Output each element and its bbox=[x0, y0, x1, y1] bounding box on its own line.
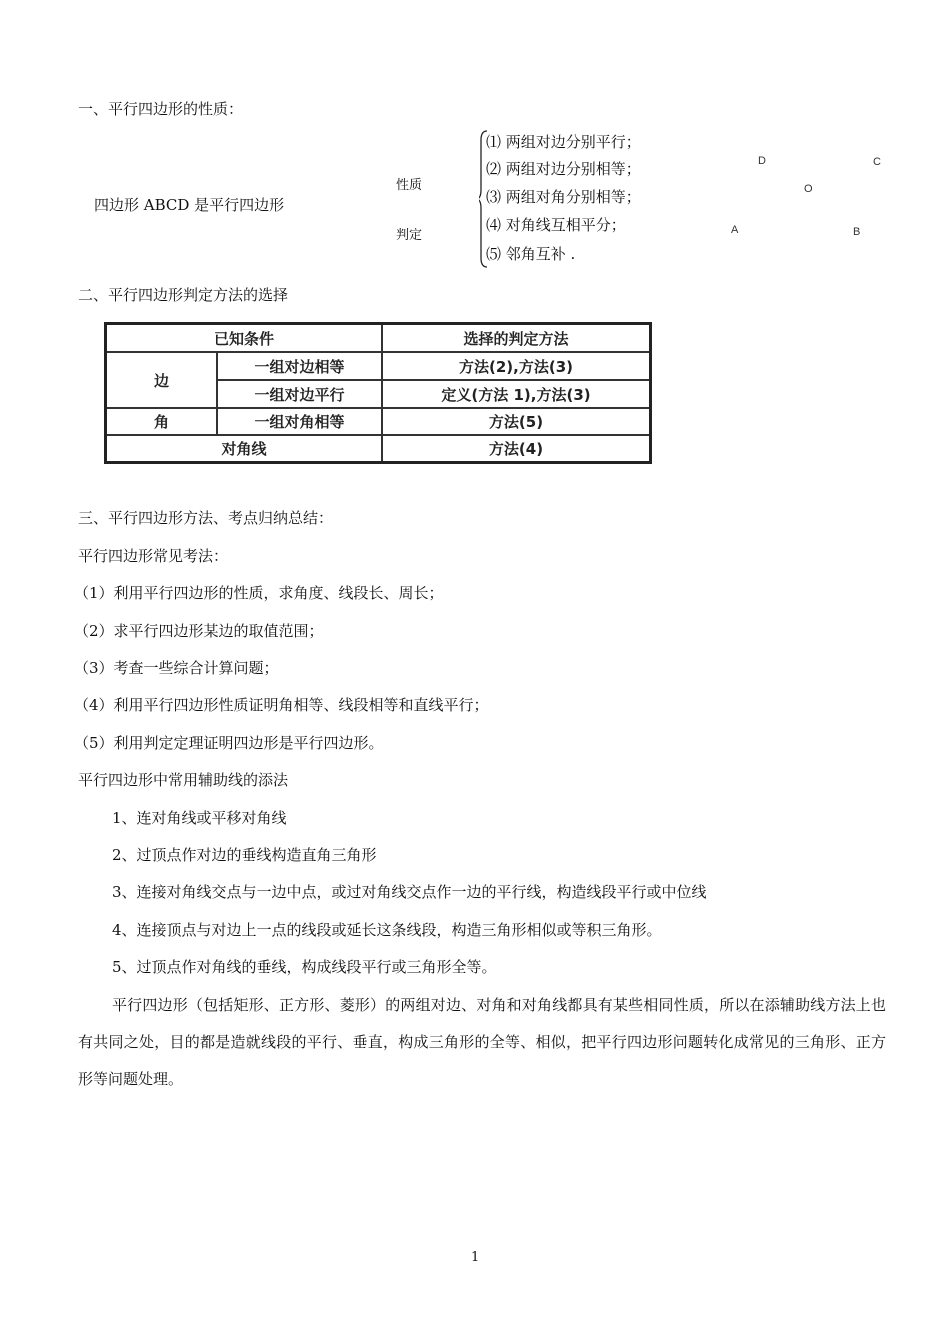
aux-item-4: 4、连接顶点与对边上一点的线段或延长这条线段，构造三角形相似或等积三角形。 bbox=[112, 921, 662, 939]
point-label-o: O bbox=[804, 183, 813, 195]
exam-item-2: （2）求平行四边形某边的取值范围； bbox=[74, 622, 324, 640]
table-row2-condition: 一组对边平行 bbox=[254, 385, 345, 404]
exam-item-1: （1）利用平行四边形的性质，求角度、线段长、周长； bbox=[74, 584, 444, 602]
property-item-4: ⑷ 对角线互相平分； bbox=[486, 216, 626, 234]
exam-item-4: （4）利用平行四边形性质证明角相等、线段相等和直线平行； bbox=[74, 696, 489, 714]
table-row3-condition: 一组对角相等 bbox=[254, 413, 345, 431]
property-item-2: ⑵ 两组对边分别相等； bbox=[486, 160, 641, 178]
property-item-3: ⑶ 两组对角分别相等； bbox=[486, 188, 641, 206]
section2-heading: 二、平行四边形判定方法的选择 bbox=[78, 286, 289, 304]
table-row2-method: 定义(方法 1),方法(3) bbox=[441, 385, 591, 404]
property-item-1: ⑴ 两组对边分别平行； bbox=[486, 133, 641, 151]
aux-item-5: 5、过顶点作对角线的垂线，构成线段平行或三角形全等。 bbox=[112, 958, 497, 976]
page-number: 1 bbox=[471, 1250, 480, 1265]
summary-paragraph: 平行四边形（包括矩形、正方形、菱形）的两组对边、对角和对角线都具有某些相同性质，所以在添辅助线方法上也有共同之处，目的都是造就线段的平行、垂直，构成三角形的全等、相似，把平行四边形问题转化成常见的三角形、正方形等问题处理。 bbox=[78, 996, 886, 1088]
aux-item-2: 2、过顶点作对边的垂线构造直角三角形 bbox=[112, 846, 377, 864]
exam-methods-title: 平行四边形常见考法： bbox=[78, 547, 229, 565]
table-row1-method: 方法(2),方法(3) bbox=[459, 357, 573, 376]
aux-item-3: 3、连接对角线交点与一边中点，或过对角线交点作一边的平行线，构造线段平行或中位线 bbox=[112, 883, 707, 901]
table-row1-condition: 一组对边相等 bbox=[254, 357, 345, 376]
point-label-c: C bbox=[873, 156, 881, 168]
exam-item-3: （3）考查一些综合计算问题； bbox=[74, 659, 279, 677]
table-row4-method: 方法(4) bbox=[488, 440, 544, 458]
table-row4-condition: 对角线 bbox=[221, 440, 267, 458]
table-header-method: 选择的判定方法 bbox=[463, 329, 569, 348]
section3-heading: 三、平行四边形方法、考点归纳总结： bbox=[78, 509, 334, 527]
criteria-table bbox=[104, 322, 652, 464]
table-header-known: 已知条件 bbox=[213, 329, 274, 348]
property-item-5: ⑸ 邻角互补 . bbox=[486, 245, 576, 263]
label-property: 性质 bbox=[396, 178, 423, 193]
section1-heading: 一、平行四边形的性质： bbox=[78, 100, 244, 118]
label-criterion: 判定 bbox=[396, 228, 423, 243]
point-label-d: D bbox=[758, 155, 766, 167]
table-row3-method: 方法(5) bbox=[488, 413, 544, 431]
aux-lines-title: 平行四边形中常用辅助线的添法 bbox=[78, 771, 289, 789]
point-label-b: B bbox=[853, 226, 861, 238]
point-label-a: A bbox=[731, 224, 739, 236]
table-group-angle: 角 bbox=[153, 413, 169, 431]
aux-item-1: 1、连对角线或平移对角线 bbox=[112, 809, 287, 827]
exam-item-5: （5）利用判定定理证明四边形是平行四边形。 bbox=[74, 734, 384, 752]
table-group-side: 边 bbox=[153, 371, 169, 390]
subject-statement: 四边形 ABCD 是平行四边形 bbox=[94, 196, 285, 214]
